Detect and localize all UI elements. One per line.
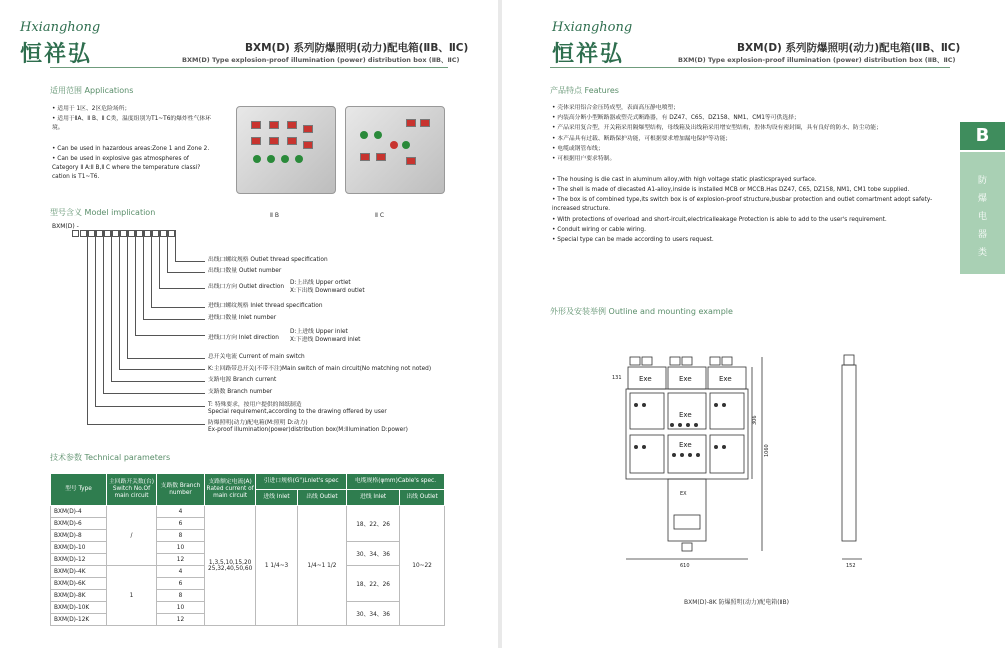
model-label-special-en: Special requirement,according to the drawing offered by user — [208, 409, 387, 415]
model-label-inlet-number: 进线口数量 Inlet number — [208, 315, 277, 321]
feat-cn-2: • 内装高分断小型断路器或塑壳式断路器，有 DZ47、C65、DZ158、NM1、CM1等可供选择； — [552, 114, 947, 123]
inlet-dir-down: X:下进线 Downward inlet — [290, 337, 361, 343]
model-code: BXM(D) - — [52, 223, 79, 230]
branch-cell: 4 — [157, 566, 205, 578]
page-subtitle: BXM(D) Type explosion-proof illumination (power) distribution box (ⅡB、ⅡC) — [678, 56, 956, 64]
model-label-outlet-thread: 出线口螺纹规格 Outlet thread specification — [208, 257, 328, 263]
outline-drawing — [602, 345, 882, 575]
th-inlet-spec: 引进口规格(G")Lnlet's spec — [256, 474, 347, 490]
inlet-dir-upper: D:上进线 Upper inlet — [290, 329, 348, 335]
left-page — [0, 0, 498, 648]
current-cell: 1,3,5,10,15,20 25,32,40,50,60 — [205, 506, 256, 626]
feat-en-3: • The box is of combined type,its switch box is of explosion-proof structure,busbar protection and outlet comartment adopt safety-increased structure. — [552, 196, 942, 214]
feat-en-1: • The housing is die cast in aluminum alloy,with high voltage static plasticsprayed surface. — [552, 176, 952, 185]
dim-inner: 306 — [752, 415, 758, 425]
type-cell: BXM(D)-4 — [51, 506, 107, 518]
model-label-box-cn: 防爆照明(动力)配电箱(M:照明 D:动力) — [208, 420, 308, 426]
cable-in-cell: 18、22、26 — [347, 566, 400, 602]
tab-char: 器 — [977, 230, 987, 240]
app-en-2: • Can be used in explosive gas atmospheres of Category Ⅱ A:Ⅱ B,Ⅱ C where the temperature classi?cation is T1~T6. — [52, 155, 212, 182]
switch-cell: 1 — [107, 566, 157, 626]
cable-in-cell: 30、34、36 — [347, 602, 400, 626]
outlet-dir-upper: D:上出线 Upper ortlet — [290, 280, 351, 286]
model-label-main-switch: K:主回路带总开关(不带不注)Main switch of main circuit(No matching not noted) — [208, 366, 432, 372]
switch-cell: / — [107, 506, 157, 566]
exe-label: Exe — [679, 375, 692, 383]
outlet-cell: 1/4~1 1/2 — [297, 506, 346, 626]
brand-cn: 恒祥弘 — [20, 41, 93, 67]
divider — [550, 67, 950, 68]
type-cell: BXM(D)-12K — [51, 614, 107, 626]
page-subtitle: BXM(D) Type explosion-proof illumination (power) distribution box (ⅡB、ⅡC) — [182, 56, 460, 64]
feat-cn-1: • 壳体采用铝合金压铸成型，表面高压静电喷塑； — [552, 104, 947, 113]
exe-label: Exe — [719, 375, 732, 383]
th-type: 型号 Type — [51, 474, 107, 506]
feat-en-4: • With protections of overload and short-ircuit,electricalleakage Protection is able to add to the user's requirement. — [552, 216, 952, 225]
brand-en: Hxianghong — [20, 20, 101, 35]
model-heading: 型号含义 Model implication — [50, 208, 156, 217]
model-label-special-cn: T: 特殊要求，按用户提供的图纸制造 — [208, 402, 302, 408]
type-cell: BXM(D)-4K — [51, 566, 107, 578]
feat-cn-3: • 产品采用复合型，开关箱采用隔爆型结构，母线箱及出线箱采用增安型结构，腔体均设有密封圈，具有良好的防水、防尘功能； — [552, 124, 972, 133]
feat-cn-4: • 本产品具有过载、断路保护功能，可根据要求增加漏电保护等功能； — [552, 135, 947, 144]
features-heading: 产品特点 Features — [550, 86, 619, 95]
model-label-branch-number: 支路数 Branch number — [208, 389, 273, 395]
model-label-box-en: Ex-proof illumination(power)distribution box(M:Illumination D:power) — [208, 427, 408, 433]
section-tab-label — [960, 152, 1005, 274]
model-label-inlet-thread: 进线口螺纹规格 Inlet thread specification — [208, 303, 323, 309]
brand-cn: 恒祥弘 — [552, 41, 625, 67]
th-inlet: 进线 Inlet — [256, 490, 298, 506]
app-en-1: • Can be used in hazardous areas:Zone 1 and Zone 2. — [52, 145, 222, 154]
brand-logo — [20, 20, 140, 68]
branch-cell: 8 — [157, 530, 205, 542]
branch-cell: 8 — [157, 590, 205, 602]
cable-in-cell: 30、34、36 — [347, 542, 400, 566]
model-label-branch-current: 支路电源 Branch current — [208, 377, 277, 383]
th-current: 支路额定电流(A) Rated current of main circuit — [205, 474, 256, 506]
branch-cell: 6 — [157, 518, 205, 530]
product-photo-iib — [236, 106, 336, 194]
page-title: BXM(D) 系列防爆照明(动力)配电箱(ⅡB、ⅡC) — [737, 42, 961, 54]
tab-char: 电 — [977, 212, 987, 222]
dim-width: 610 — [680, 563, 690, 569]
app-cn-1: • 适用于 1区、2区危险场所； — [52, 105, 212, 114]
th-cable-outlet: 出线 Outlet — [400, 490, 445, 506]
dim-side: 152 — [846, 563, 856, 569]
type-cell: BXM(D)-6K — [51, 578, 107, 590]
product-photo-iic — [345, 106, 445, 194]
th-branch: 支路数 Branch number — [157, 474, 205, 506]
dim-height: 1060 — [764, 444, 770, 457]
model-label-outlet-number: 出线口数量 Outlet number — [208, 268, 282, 274]
branch-cell: 6 — [157, 578, 205, 590]
type-cell: BXM(D)-8 — [51, 530, 107, 542]
feat-en-6: • Special type can be made according to users request. — [552, 236, 952, 245]
th-cable-inlet: 进线 Inlet — [347, 490, 400, 506]
branch-cell: 12 — [157, 614, 205, 626]
feat-en-2: • The shell is made of diecasted A1-alloy,inside is installed MCB or MCCB.Has DZ47, C65, DZ158, NM1, CM1 tobe supplied. — [552, 186, 952, 195]
brand-en: Hxianghong — [552, 20, 633, 35]
outline-heading: 外形及安装举例 Outline and mounting example — [550, 307, 733, 316]
th-switch: 主回路开关数(台) Switch No.Of main circuit — [107, 474, 157, 506]
brand-logo — [552, 20, 672, 68]
feat-cn-5: • 电缆或钢管布线； — [552, 145, 947, 154]
dim-top: 131 — [612, 375, 622, 381]
th-cable-spec: 电缆规格(φmm)Cable's spec. — [347, 474, 445, 490]
th-outlet: 出线 Outlet — [297, 490, 346, 506]
feat-en-5: • Conduit wiring or cable wiring. — [552, 226, 952, 235]
type-cell: BXM(D)-8K — [51, 590, 107, 602]
photo-caption-iic: Ⅱ C — [375, 212, 385, 219]
exe-label: Exe — [679, 441, 692, 449]
exe-label: Exe — [679, 411, 692, 419]
cable-out-cell: 10~22 — [400, 506, 445, 626]
inlet-cell: 1 1/4~3 — [256, 506, 298, 626]
photo-caption-iib: Ⅱ B — [270, 212, 279, 219]
tech-table — [50, 473, 445, 626]
type-cell: BXM(D)-12 — [51, 554, 107, 566]
outlet-dir-down: X:下出线 Downward outlet — [290, 288, 365, 294]
table-row — [51, 506, 445, 518]
ex-label: EX — [680, 491, 687, 497]
cable-in-cell: 18、22、26 — [347, 506, 400, 542]
branch-cell: 4 — [157, 506, 205, 518]
outline-caption: BXM(D)-8K 防爆照明(动力)配电箱(ⅡB) — [684, 599, 789, 606]
tech-heading: 技术参数 Technical parameters — [50, 453, 171, 462]
tab-char: 类 — [977, 248, 987, 258]
type-cell: BXM(D)-10 — [51, 542, 107, 554]
section-tab-letter: B — [960, 122, 1005, 150]
tab-char: 防 — [977, 176, 987, 186]
branch-cell: 10 — [157, 602, 205, 614]
model-label-main-current: 总开关电流 Current of main switch — [208, 354, 305, 360]
page-title: BXM(D) 系列防爆照明(动力)配电箱(ⅡB、ⅡC) — [245, 42, 469, 54]
divider — [50, 67, 448, 68]
type-cell: BXM(D)-6 — [51, 518, 107, 530]
branch-cell: 12 — [157, 554, 205, 566]
branch-cell: 10 — [157, 542, 205, 554]
tab-char: 爆 — [977, 194, 987, 204]
app-cn-2: • 适用于ⅡA、Ⅱ B、Ⅱ C类，温度组别为T1~T6的爆炸性气体环境。 — [52, 115, 212, 133]
model-label-inlet-direction: 进线口方向 Inlet direction — [208, 335, 279, 341]
type-cell: BXM(D)-10K — [51, 602, 107, 614]
exe-label: Exe — [639, 375, 652, 383]
right-page — [502, 0, 1005, 648]
applications-heading: 适用范围 Applications — [50, 86, 134, 95]
model-label-outlet-direction: 出线口方向 Outlet direction — [208, 284, 285, 290]
feat-cn-6: • 可根据用户要求特制。 — [552, 155, 947, 164]
